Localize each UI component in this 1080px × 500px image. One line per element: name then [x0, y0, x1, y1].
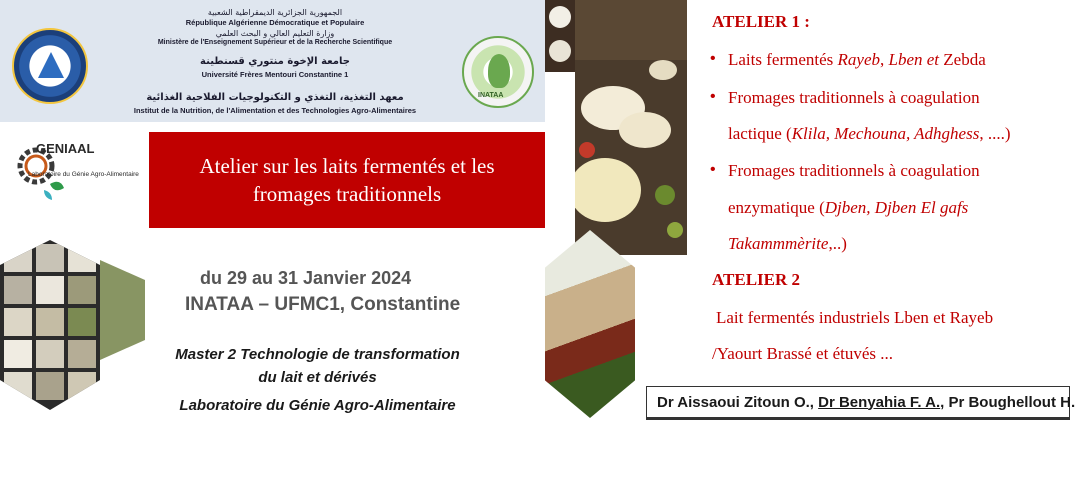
photo-strip [545, 0, 575, 72]
bullet-icon: • [710, 50, 716, 67]
bullet-icon: • [710, 88, 716, 105]
atelier1-item2-line1: Fromages traditionnels à coagulation [728, 88, 980, 107]
header-republic: République Algérienne Démocratique et Populaire [185, 18, 365, 27]
header-arabic-ministry: وزارة التعليم العالي و البحث العلمي [215, 29, 335, 38]
institution-header [0, 0, 545, 122]
inataa-logo-text: INATAA [478, 92, 504, 99]
lab-logo-name: GENIAAL [36, 141, 95, 156]
header-institute: Institut de la Nutrition, de l'Alimentation et des Technologies Agro-Alimentaires [133, 106, 417, 115]
item3-cheeses: Djben, Djben El gafs [824, 198, 969, 217]
atelier1-item3-line3 [728, 234, 847, 254]
workshop-title: Atelier sur les laits fermentés et les fromages traditionnels [199, 154, 495, 206]
inataa-logo [462, 36, 534, 108]
item3-prefix: enzymatique ( [728, 198, 825, 217]
header-ministry: Ministère de l'Enseignement Supérieur et de la Recherche Scientifique [157, 39, 393, 46]
lab-logo-subtitle: Laboratoire du Génie Agro-Alimentaire [28, 171, 139, 178]
photo-collage-left [0, 230, 145, 455]
authors-list [657, 394, 1075, 411]
master-program-line2: du lait et dérivés [258, 369, 377, 386]
item3-takammerite: Takammmèrite [728, 234, 829, 253]
header-arabic-institute: معهد التغذية، التغذي و التكنولوجيات الفلاحية الغذائية [146, 92, 404, 103]
item1-zebda: Zebda [939, 50, 986, 69]
bullet-icon: • [710, 161, 716, 178]
atelier2-line2: /Yaourt Brassé et étuvés ... [712, 344, 893, 363]
item2-suffix: , ....) [979, 124, 1011, 143]
header-arabic-university: جامعة الإخوة منتوري قسنطينة [200, 56, 350, 67]
author-aissaoui: Dr Aissaoui Zitoun O. [657, 393, 810, 411]
item3-suffix: ,..) [828, 234, 847, 253]
event-dates: du 29 au 31 Janvier 2024 [200, 268, 412, 288]
atelier1-item2-line2 [728, 124, 1011, 144]
atelier2-heading: ATELIER 2 [712, 270, 801, 289]
atelier1-item3-line1: Fromages traditionnels à coagulation [728, 161, 980, 180]
item1-rayeb: Rayeb [837, 50, 880, 69]
title-banner [149, 132, 545, 228]
food-photo [545, 230, 635, 418]
cheese-photo [575, 0, 687, 255]
authors-box [646, 386, 1076, 420]
atelier1-item3-line2 [728, 198, 968, 218]
master-program-line3: Laboratoire du Génie Agro-Alimentaire [179, 397, 456, 414]
header-arabic-republic: الجمهورية الجزائرية الديمقراطية الشعبية [207, 8, 343, 17]
university-logo [12, 28, 88, 104]
author-benyahia: Dr Benyahia F. A. [818, 393, 941, 411]
header-university: Université Frères Mentouri Constantine 1 [201, 70, 349, 79]
item2-prefix: lactique ( [728, 124, 792, 143]
atelier2-line1: Lait fermentés industriels Lben et Rayeb [716, 308, 994, 327]
author-separator: , [809, 393, 819, 411]
event-venue: INATAA – UFMC1, Constantine [185, 294, 461, 315]
author-boughellout: Pr Boughellout H. [948, 393, 1076, 411]
master-program-line1: Master 2 Technologie de transformation [175, 346, 460, 363]
atelier1-heading: ATELIER 1 : [712, 12, 810, 31]
cheese-photo-collage [0, 230, 145, 455]
item1-lben: Lben et [888, 50, 940, 69]
atelier1-item1 [728, 50, 986, 70]
item1-text: Laits fermentés [728, 50, 838, 69]
author-separator: , [940, 393, 949, 411]
item1-sep: , [880, 50, 889, 69]
item2-cheeses: Klila, Mechouna, Adhghess [791, 124, 980, 143]
